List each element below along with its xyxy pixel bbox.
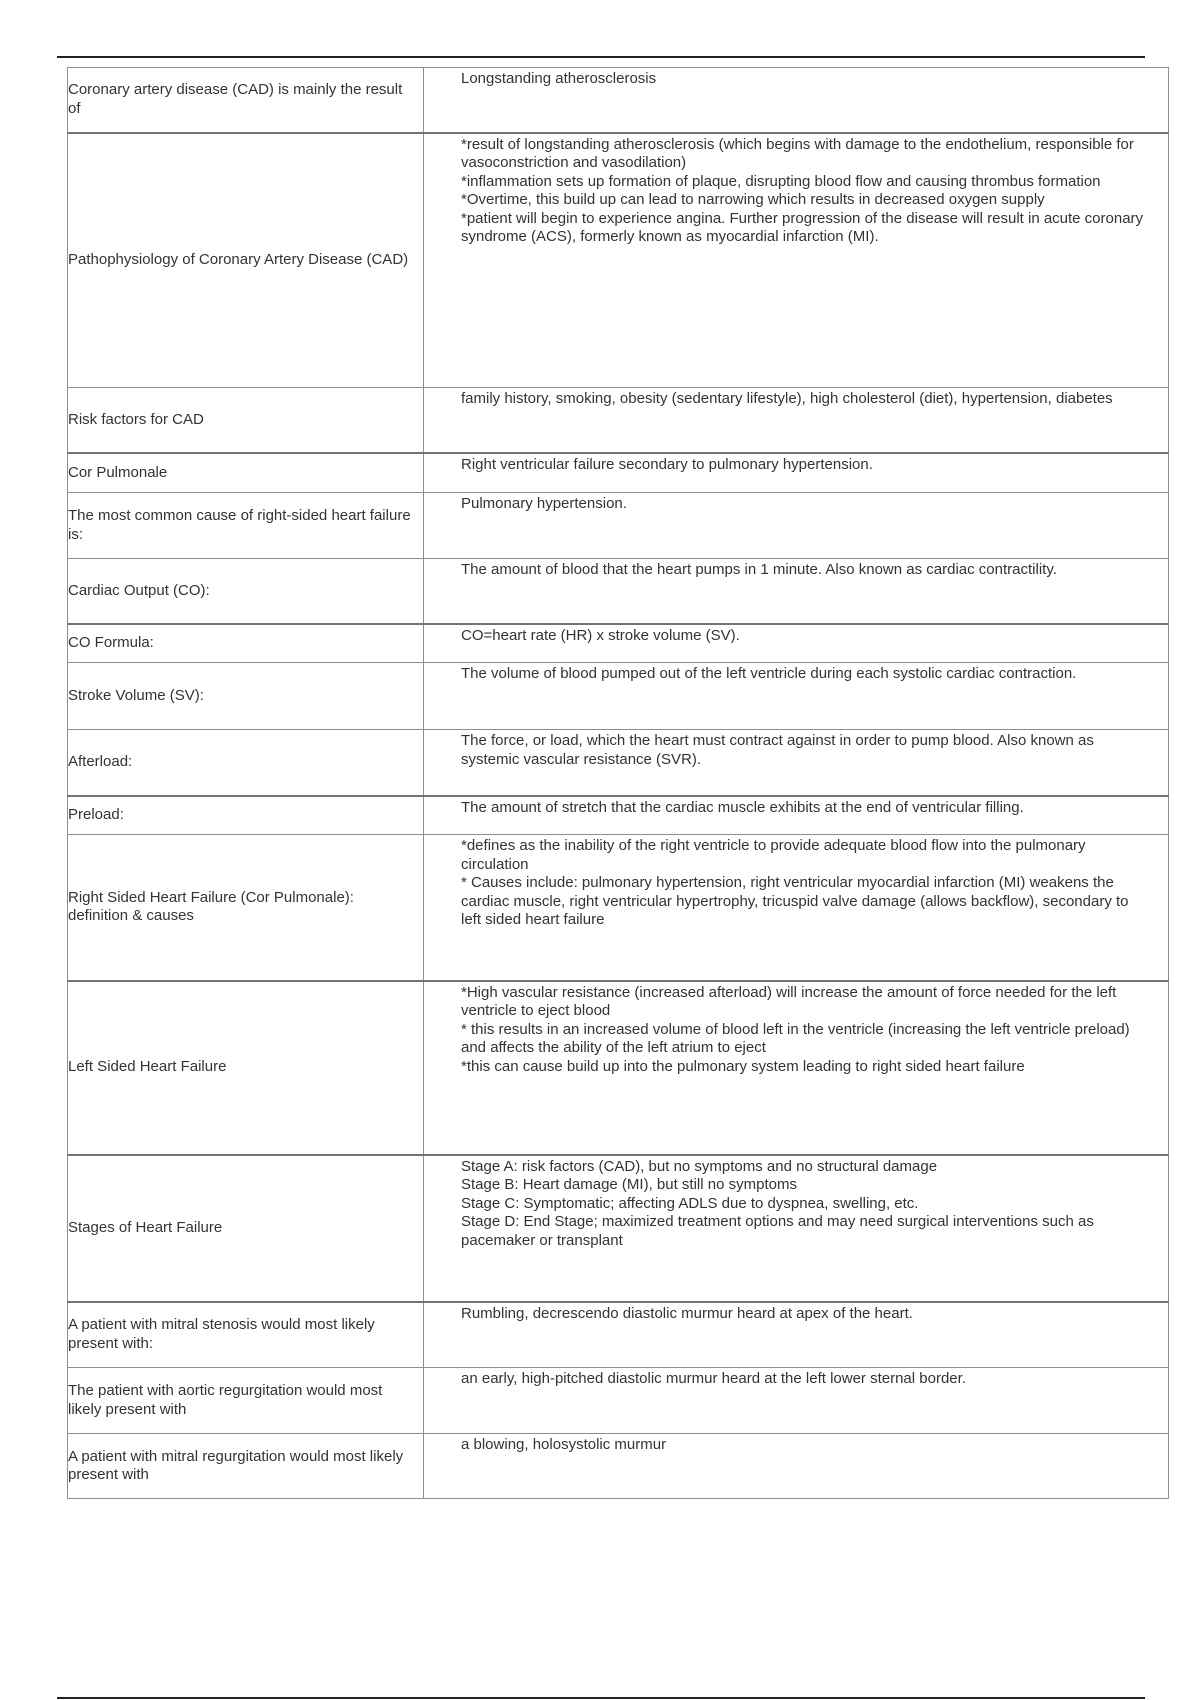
card-row <box>68 68 1169 133</box>
card-term: The most common cause of right-sided heart failure is: <box>68 493 424 559</box>
definition-line: Stage D: End Stage; maximized treatment options and may need surgical interventions such as pacemaker or transplant <box>461 1213 1094 1249</box>
card-term: Cor Pulmonale <box>68 453 424 493</box>
definition-line: The amount of blood that the heart pumps in 1 minute. Also known as cardiac contractility. <box>461 561 1057 578</box>
card-row <box>68 559 1169 624</box>
card-definition <box>424 453 1169 493</box>
card-row <box>68 730 1169 796</box>
card-row <box>68 133 1169 388</box>
card-term: A patient with mitral stenosis would most likely present with: <box>68 1302 424 1368</box>
card-term: Pathophysiology of Coronary Artery Disease (CAD) <box>68 133 424 388</box>
card-definition <box>424 1368 1169 1434</box>
card-definition <box>424 730 1169 796</box>
definition-line: Stage C: Symptomatic; affecting ADLS due to dyspnea, swelling, etc. <box>461 1194 919 1212</box>
card-row <box>68 981 1169 1155</box>
card-definition <box>424 68 1169 133</box>
card-row <box>68 663 1169 730</box>
definition-line: *this can cause build up into the pulmonary system leading to right sided heart failure <box>461 1057 1025 1075</box>
card-term: Stroke Volume (SV): <box>68 663 424 730</box>
card-term: Cardiac Output (CO): <box>68 559 424 624</box>
card-row <box>68 1155 1169 1302</box>
card-row <box>68 453 1169 493</box>
card-term: A patient with mitral regurgitation would most likely present with <box>68 1434 424 1499</box>
definition-line: an early, high-pitched diastolic murmur heard at the left lower sternal border. <box>461 1370 966 1387</box>
definition-line: * this results in an increased volume of blood left in the ventricle (increasing the left ventricle preload) and affects the ability of the left atrium to eject <box>461 1020 1130 1056</box>
definition-line: family history, smoking, obesity (sedentary lifestyle), high cholesterol (diet), hypertension, diabetes <box>461 390 1113 407</box>
card-term: Afterload: <box>68 730 424 796</box>
definition-line: Stage A: risk factors (CAD), but no symptoms and no structural damage <box>461 1157 938 1175</box>
card-definition <box>424 1155 1169 1302</box>
card-definition <box>424 388 1169 453</box>
definition-line: *inflammation sets up formation of plaque, disrupting blood flow and causing thrombus formation <box>461 172 1101 190</box>
card-row <box>68 1302 1169 1368</box>
definition-line: The volume of blood pumped out of the left ventricle during each systolic cardiac contraction. <box>461 665 1077 682</box>
card-term: Right Sided Heart Failure (Cor Pulmonale): definition & causes <box>68 835 424 981</box>
definition-line: Rumbling, decrescendo diastolic murmur heard at apex of the heart. <box>461 1304 913 1322</box>
card-definition <box>424 835 1169 981</box>
card-term: Left Sided Heart Failure <box>68 981 424 1155</box>
definition-line: *Overtime, this build up can lead to narrowing which results in decreased oxygen supply <box>461 191 1045 208</box>
definition-line: *High vascular resistance (increased afterload) will increase the amount of force needed for the left ventricle to eject blood <box>461 983 1117 1019</box>
definition-line: CO=heart rate (HR) x stroke volume (SV). <box>461 626 740 644</box>
card-term: Risk factors for CAD <box>68 388 424 453</box>
card-definition <box>424 493 1169 559</box>
card-definition <box>424 663 1169 730</box>
card-term: CO Formula: <box>68 624 424 663</box>
card-row <box>68 1434 1169 1499</box>
card-row <box>68 796 1169 835</box>
card-row <box>68 624 1169 663</box>
definition-line: *defines as the inability of the right ventricle to provide adequate blood flow into the pulmonary circulation <box>461 837 1086 873</box>
card-term: Stages of Heart Failure <box>68 1155 424 1302</box>
card-row <box>68 1368 1169 1434</box>
card-term: Preload: <box>68 796 424 835</box>
card-definition <box>424 559 1169 624</box>
card-term: The patient with aortic regurgitation would most likely present with <box>68 1368 424 1434</box>
header-rule <box>57 56 1145 58</box>
definition-line: Right ventricular failure secondary to pulmonary hypertension. <box>461 455 873 473</box>
definition-line: Longstanding atherosclerosis <box>461 70 657 87</box>
definition-line: *patient will begin to experience angina. Further progression of the disease will result in acute coronary syndrome (ACS), formerly known as myocardial infarction (MI). <box>461 209 1144 245</box>
definition-line: * Causes include: pulmonary hypertension, right ventricular myocardial infarction (MI) weakens the cardiac muscle, right ventricular hypertrophy, tricuspid valve damage (allows backflow), secondary to left sided heart failure <box>461 874 1129 928</box>
definition-line: Pulmonary hypertension. <box>461 495 627 512</box>
card-definition <box>424 981 1169 1155</box>
card-definition <box>424 133 1169 388</box>
definition-line: The force, or load, which the heart must contract against in order to pump blood. Also known as systemic vascular resistance (SVR). <box>461 732 1094 768</box>
card-definition <box>424 1302 1169 1368</box>
card-row <box>68 835 1169 981</box>
definition-line: *result of longstanding atherosclerosis (which begins with damage to the endothelium, responsible for vasoconstriction and vasodilation) <box>461 135 1134 171</box>
card-term: Coronary artery disease (CAD) is mainly the result of <box>68 68 424 133</box>
definition-line: Stage B: Heart damage (MI), but still no symptoms <box>461 1176 797 1193</box>
definition-line: a blowing, holosystolic murmur <box>461 1436 667 1453</box>
footer-rule <box>57 1697 1145 1699</box>
card-row <box>68 388 1169 453</box>
definition-line: The amount of stretch that the cardiac muscle exhibits at the end of ventricular filling. <box>461 798 1024 816</box>
card-definition <box>424 1434 1169 1499</box>
card-definition <box>424 624 1169 663</box>
card-definition <box>424 796 1169 835</box>
card-row <box>68 493 1169 559</box>
flashcard-table <box>67 67 1169 1499</box>
